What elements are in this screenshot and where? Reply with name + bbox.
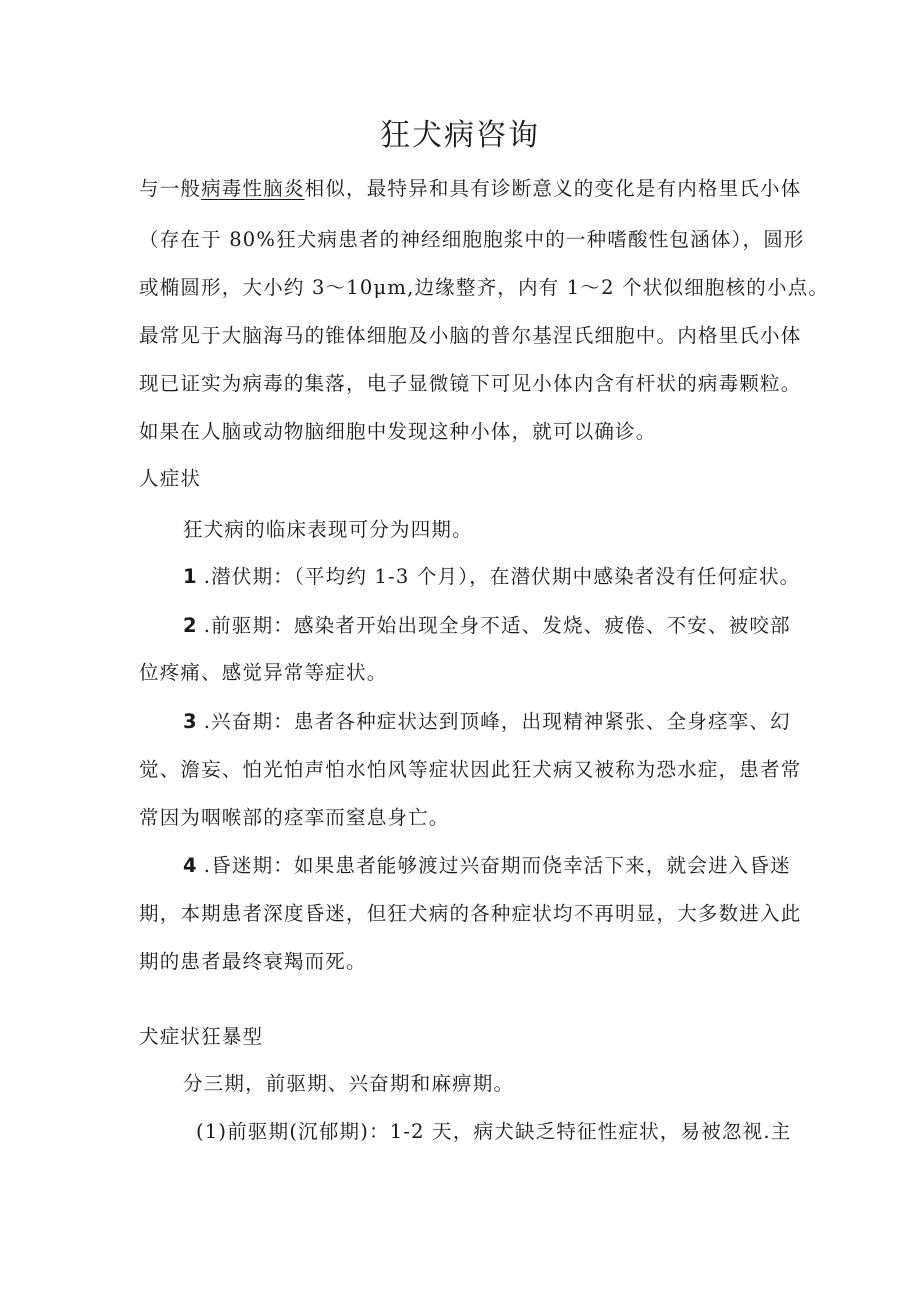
stage-1-number: 1 xyxy=(183,565,198,588)
stage-3-line-1: 3 .兴奋期：患者各种症状达到顶峰，出现精神紧张、全身痉挛、幻 xyxy=(183,710,791,733)
stage-4-line-3: 期的患者最终衰羯而死。 xyxy=(139,950,367,973)
page-title: 狂犬病咨询 xyxy=(380,118,540,153)
stage-3-number: 3 xyxy=(183,710,198,733)
stage-4-number: 4 xyxy=(183,854,198,877)
stage-3-line-3: 常因为咽喉部的痉挛而窒息身亡。 xyxy=(139,806,450,829)
dog-overview: 分三期，前驱期、兴奋期和麻痹期。 xyxy=(183,1072,515,1095)
intro-line-6: 如果在人脑或动物脑细胞中发现这种小体，就可以确诊。 xyxy=(139,420,657,443)
dog-stage-1: (1)前驱期(沉郁期)：1-2 天，病犬缺乏特征性症状，易被忽视.主 xyxy=(196,1120,792,1143)
intro-line-4: 最常见于大脑海马的锥体细胞及小脑的普尔基涅氏细胞中。内格里氏小体 xyxy=(139,324,802,347)
human-overview: 狂犬病的临床表现可分为四期。 xyxy=(183,518,473,541)
stage-4-line-1: 4 .昏迷期：如果患者能够渡过兴奋期而侥幸活下来，就会进入昏迷 xyxy=(183,854,791,877)
intro-line-5: 现已证实为病毒的集落，电子显微镜下可见小体内含有杆状的病毒颗粒。 xyxy=(139,372,802,395)
stage-1-line-1: 1 .潜伏期：（平均约 1-3 个月），在潜伏期中感染者没有任何症状。 xyxy=(183,565,801,588)
intro-line-2: （存在于 80%狂犬病患者的神经细胞胞浆中的一种嗜酸性包涵体），圆形 xyxy=(139,228,805,251)
stage-4-line-2: 期，本期患者深度昏迷，但狂犬病的各种症状均不再明显，大多数进入此 xyxy=(139,902,802,925)
intro-line-1 xyxy=(139,174,801,204)
intro-line-1-suffix: 相似，最特异和具有诊断意义的变化是有内格里氏小体 xyxy=(304,177,802,200)
intro-line-1-prefix: 与一般 xyxy=(139,177,202,200)
stage-2-line-2: 位疼痛、感觉异常等症状。 xyxy=(139,661,388,684)
stage-3-line-2: 觉、澹妄、怕光怕声怕水怕风等症状因此狂犬病又被称为恐水症，患者常 xyxy=(139,758,802,781)
viral-encephalitis-link[interactable]: 病毒性脑炎 xyxy=(201,177,305,200)
stage-2-line-1: 2 .前驱期：感染者开始出现全身不适、发烧、疲倦、不安、被咬部 xyxy=(183,614,791,637)
stage-2-number: 2 xyxy=(183,614,198,637)
intro-line-3: 或椭圆形，大小约 3～10μm,边缘整齐，内有 1～2 个状似细胞核的小点。 xyxy=(139,276,830,299)
dog-symptoms-heading: 犬症状狂暴型 xyxy=(139,1025,264,1048)
human-symptoms-heading: 人症状 xyxy=(139,467,202,490)
